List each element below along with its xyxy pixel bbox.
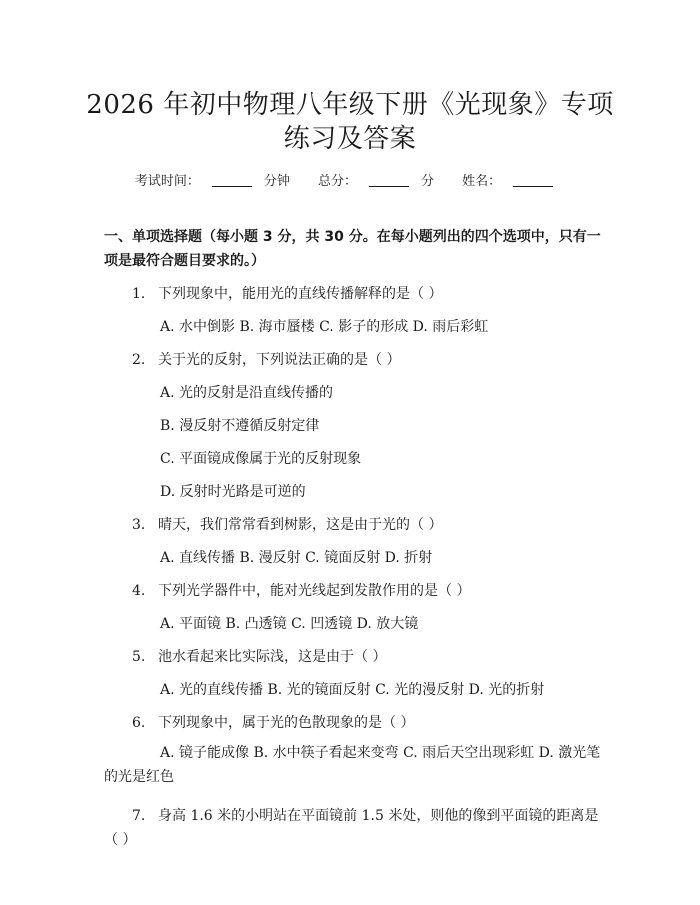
question-2-option-d: D. 反射时光路是可逆的 [160, 484, 306, 500]
page-title-line1: 2026 年初中物理八年级下册《光现象》专项 [86, 90, 614, 120]
question-text: 晴天，我们常常看到树影，这是由于光的（ ） [158, 517, 443, 533]
question-number: 7. [132, 808, 146, 824]
student-name-field [462, 174, 565, 189]
question-text: 池水看起来比实际浅，这是由于（ ） [158, 649, 387, 665]
exam-meta [0, 170, 700, 189]
exam-time-blank [212, 174, 252, 187]
question-number: 5. [132, 649, 146, 665]
question-3 [132, 514, 442, 534]
question-1-options: A. 水中倒影 B. 海市蜃楼 C. 影子的形成 D. 雨后彩虹 [160, 319, 489, 335]
student-name-label: 姓名： [462, 174, 502, 189]
question-6-options-text: A. 镜子能成像 B. 水中筷子看起来变弯 C. 雨后天空出现彩虹 D. 激光笔的光是红色 [104, 745, 601, 785]
question-text: 下列光学器件中，能对光线起到发散作用的是（ ） [158, 583, 471, 599]
total-score-label: 总分： [317, 174, 357, 189]
question-number: 6. [132, 715, 146, 731]
question-number: 3. [132, 517, 146, 533]
question-3-options: A. 直线传播 B. 漫反射 C. 镜面反射 D. 折射 [160, 550, 433, 566]
question-2-option-b: B. 漫反射不遵循反射定律 [160, 418, 320, 434]
total-score-unit: 分 [421, 174, 435, 189]
question-7 [104, 804, 606, 852]
question-1 [132, 283, 442, 303]
question-4-options: A. 平面镜 B. 凸透镜 C. 凹透镜 D. 放大镜 [160, 616, 419, 632]
section-heading: 一、单项选择题（每小题 3 分，共 30 分。在每小题列出的四个选项中，只有一项是最符合题目要求的。） [104, 229, 601, 269]
question-2-option-c: C. 平面镜成像属于光的反射现象 [160, 451, 362, 467]
student-name-blank [513, 174, 553, 187]
question-text: 下列现象中，能用光的直线传播解释的是（ ） [158, 286, 443, 302]
question-5-options: A. 光的直线传播 B. 光的镜面反射 C. 光的漫反射 D. 光的折射 [160, 682, 545, 698]
question-6 [132, 712, 414, 732]
question-number: 1. [132, 286, 146, 302]
question-5 [132, 646, 386, 666]
question-4 [132, 580, 470, 600]
total-score-blank [369, 174, 409, 187]
page-title-line2: 练习及答案 [283, 124, 417, 154]
question-number: 2. [132, 352, 146, 368]
exam-time-unit: 分钟 [263, 174, 290, 189]
total-score-field [318, 174, 434, 189]
question-2-option-a: A. 光的反射是沿直线传播的 [160, 385, 334, 401]
question-text: 下列现象中，属于光的色散现象的是（ ） [158, 715, 415, 731]
question-number: 4. [132, 583, 146, 599]
question-2 [132, 349, 400, 369]
question-text: 关于光的反射，下列说法正确的是（ ） [158, 352, 401, 368]
exam-time-field [135, 174, 290, 189]
question-text: 身高 1.6 米的小明站在平面镜前 1.5 米处，则他的像到平面镜的距离是（ ） [104, 808, 599, 848]
question-6-options [104, 741, 606, 789]
exam-time-label: 考试时间： [134, 174, 200, 189]
